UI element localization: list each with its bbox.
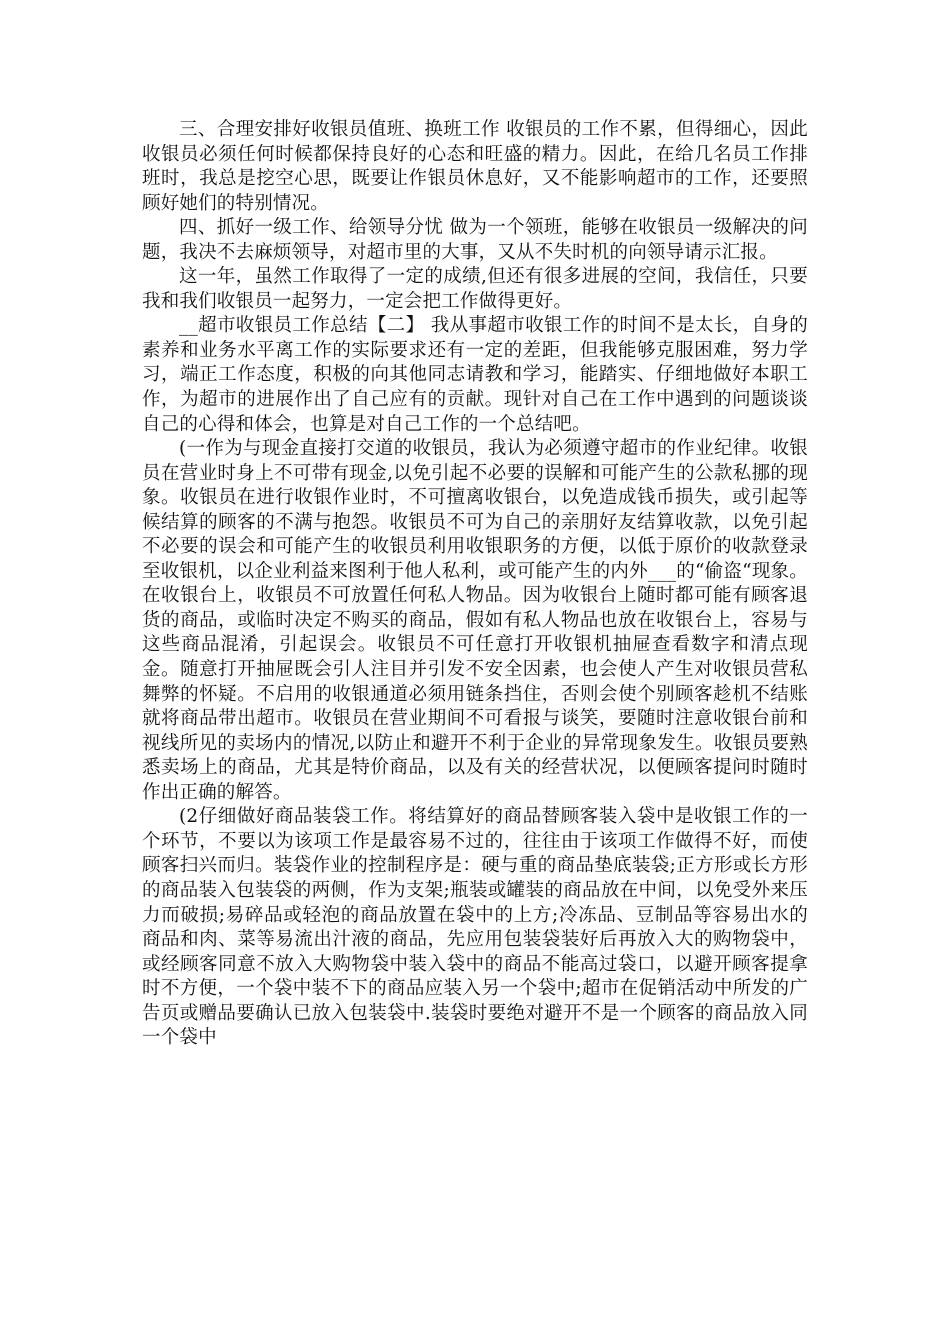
paragraph-leadership-support: 四、抓好一级工作、给领导分忧 做为一个领班，能够在收银员一级解决的问题，我决不去麻烦领导，对超市里的大事，又从不失时机的向领导请示汇报。 xyxy=(142,217,808,263)
paragraph-summary-two-intro: __超市收银员工作总结【二】 我从事超市收银工作的时间不是太长，自身的素养和业务水平离工作的实际要求还有一定的差距，但我能够克服困难，努力学习，端正工作态度，积极的向其他同志请教和学习，能踏实、仔细地做好本职工作，为超市的进展作出了自己应有的贡献。现针对自己在工作中遇到的问题谈谈自己的心得和体会，也算是对自己工作的一个总结吧。 xyxy=(142,315,808,435)
document-body xyxy=(142,118,808,1051)
paragraph-work-discipline: (一作为与现金直接打交道的收银员，我认为必须遵守超市的作业纪律。收银员在营业时身上不可带有现金,以免引起不必要的误解和可能产生的公款私挪的现象。收银员在进行收银作业时，不可擅离收银台，以免造成钱币损失，或引起等候结算的顾客的不满与抱怨。收银员不可为自己的亲朋好友结算收款，以免引起不必要的误会和可能产生的收银员利用收银职务的方便，以低于原价的收款登录至收银机，以企业利益来图利于他人私利，或可能产生的内外___的“偷盗“现象。在收银台上，收银员不可放置任何私人物品。因为收银台上随时都可能有顾客退货的商品，或临时决定不购买的商品，假如有私人物品也放在收银台上，容易与这些商品混淆，引起误会。收银员不可任意打开收银机抽屉查看数字和清点现金。随意打开抽屉既会引人注目并引发不安全因素，也会使人产生对收银员营私舞弊的怀疑。不启用的收银通道必须用链条挡住，否则会使个别顾客趁机不结账就将商品带出超市。收银员在营业期间不可看报与谈笑，要随时注意收银台前和视线所见的卖场内的情况,以防止和避开不利于企业的异常现象发生。收银员要熟悉卖场上的商品，尤其是特价商品，以及有关的经营状况，以便顾客提问时随时作出正确的解答。 xyxy=(142,438,808,803)
paragraph-bagging-work: (2仔细做好商品装袋工作。将结算好的商品替顾客装入袋中是收银工作的一个环节，不要以为该项工作是最容易不过的，往往由于该项工作做得不好，而使顾客扫兴而归。装袋作业的控制程序是：硬与重的商品垫底装袋;正方形或长方形的商品装入包装袋的两侧，作为支架;瓶装或罐装的商品放在中间，以免受外来压力而破损;易碎品或轻泡的商品放置在袋中的上方;冷冻品、豆制品等容易出水的商品和肉、菜等易流出汁液的商品，先应用包装袋装好后再放入大的购物袋中，或经顾客同意不放入大购物袋中装入袋中的商品不能高过袋口，以避开顾客提拿时不方便，一个袋中装不下的商品应装入另一个袋中;超市在促销活动中所发的广告页或赠品要确认已放入包装袋中.装袋时要绝对避开不是一个顾客的商品放入同一个袋中 xyxy=(142,806,808,1049)
paragraph-year-summary: 这一年，虽然工作取得了一定的成绩,但还有很多进展的空间，我信任，只要我和我们收银员一起努力，一定会把工作做得更好。 xyxy=(142,266,808,312)
paragraph-cashier-scheduling: 三、合理安排好收银员值班、换班工作 收银员的工作不累，但得细心，因此收银员必须任何时候都保持良好的心态和旺盛的精力。因此，在给几名员工作排班时，我总是挖空心思，既要让作银员休息好，又不能影响超市的工作，还要照顾好她们的特别情况。 xyxy=(142,119,808,214)
